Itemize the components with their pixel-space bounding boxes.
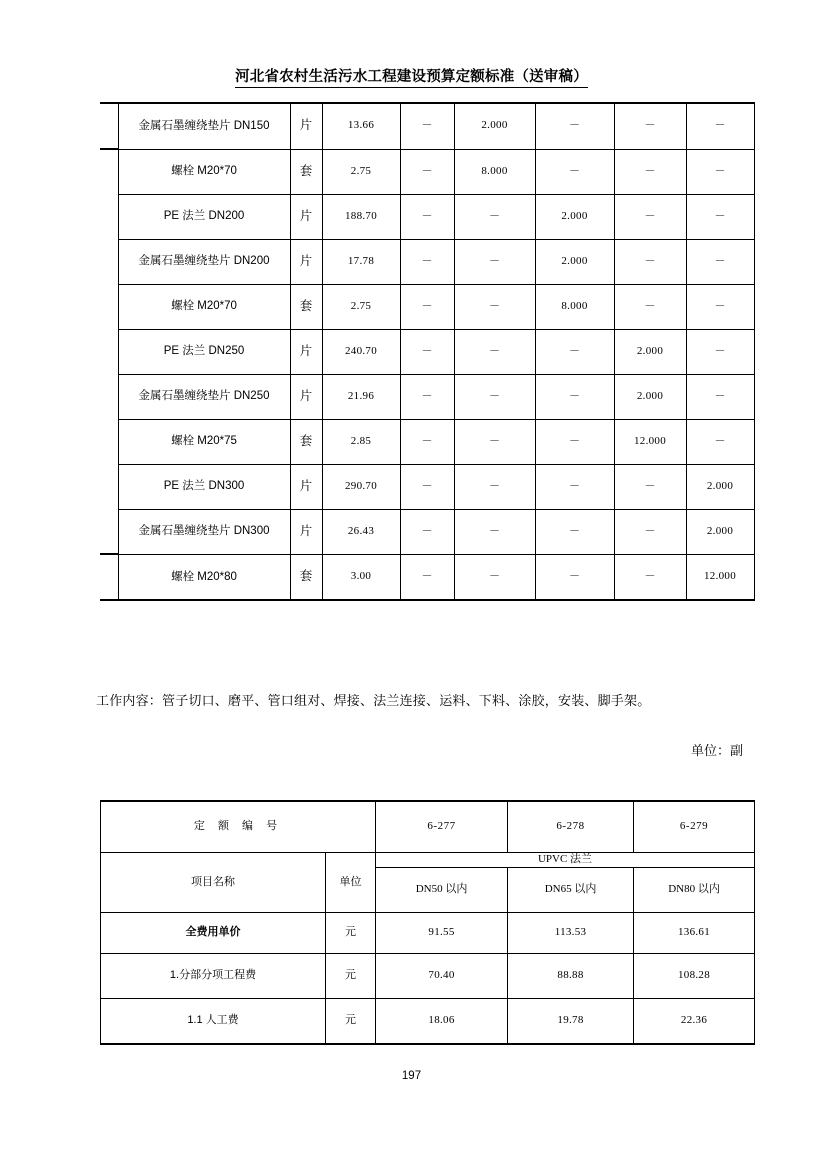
quota-row-value-0-0: 91.55 xyxy=(376,912,508,953)
quota-number-row xyxy=(101,801,755,853)
quota-row-total xyxy=(101,912,755,953)
cell-q2: 2.000 xyxy=(454,103,535,149)
cell-unit: 片 xyxy=(290,239,322,284)
cell-q4: 2.000 xyxy=(614,329,686,374)
table-row xyxy=(100,103,754,149)
size-header-0: DN50 以内 xyxy=(376,867,508,912)
cell-q1: － xyxy=(400,149,454,194)
cell-q3: 2.000 xyxy=(535,194,614,239)
cell-q3: － xyxy=(535,103,614,149)
cell-q1: － xyxy=(400,329,454,374)
cell-q2: 8.000 xyxy=(454,149,535,194)
cell-price: 2.75 xyxy=(322,149,400,194)
quota-row-value-1-1: 88.88 xyxy=(508,953,634,998)
quota-row-label-2: 1.1 人工费 xyxy=(101,998,326,1044)
cell-price: 290.70 xyxy=(322,464,400,509)
quota-number-cell-2: 6-279 xyxy=(634,801,755,853)
cell-unit: 套 xyxy=(290,554,322,600)
table-row xyxy=(100,374,754,419)
cell-q4: － xyxy=(614,103,686,149)
cell-q4: － xyxy=(614,239,686,284)
row-stub xyxy=(100,554,118,600)
quota-row-unit-1: 元 xyxy=(326,953,376,998)
cell-q1: － xyxy=(400,284,454,329)
cell-name: PE 法兰 DN250 xyxy=(118,329,290,374)
cell-unit: 片 xyxy=(290,374,322,419)
group-header: UPVC 法兰 xyxy=(376,853,755,868)
cell-q3: 2.000 xyxy=(535,239,614,284)
cell-q1: － xyxy=(400,464,454,509)
quota-row-unit-0: 元 xyxy=(326,912,376,953)
quota-row-value-0-1: 113.53 xyxy=(508,912,634,953)
cell-price: 188.70 xyxy=(322,194,400,239)
cell-price: 3.00 xyxy=(322,554,400,600)
cell-price: 2.75 xyxy=(322,284,400,329)
cell-q3: － xyxy=(535,509,614,554)
cell-q4: － xyxy=(614,194,686,239)
row-stub xyxy=(100,239,118,284)
cell-q2: － xyxy=(454,419,535,464)
quota-row-value-0-2: 136.61 xyxy=(634,912,755,953)
cell-unit: 片 xyxy=(290,509,322,554)
row-stub xyxy=(100,419,118,464)
row-stub xyxy=(100,194,118,239)
quota-table xyxy=(100,800,755,1045)
table-row xyxy=(100,419,754,464)
row-stub xyxy=(100,284,118,329)
size-header-2: DN80 以内 xyxy=(634,867,755,912)
unit-header: 单位 xyxy=(326,853,376,913)
cell-q3: 8.000 xyxy=(535,284,614,329)
cell-unit: 片 xyxy=(290,103,322,149)
cell-q2: － xyxy=(454,284,535,329)
size-header-1: DN65 以内 xyxy=(508,867,634,912)
quota-row-value-2-0: 18.06 xyxy=(376,998,508,1044)
quota-row-labor xyxy=(101,998,755,1044)
cell-q5: － xyxy=(686,103,754,149)
cell-q1: － xyxy=(400,554,454,600)
row-stub xyxy=(100,103,118,149)
page-title xyxy=(0,65,823,86)
cell-q5: － xyxy=(686,194,754,239)
cell-q2: － xyxy=(454,509,535,554)
quota-row-label-1: 1.分部分项工程费 xyxy=(101,953,326,998)
cell-price: 240.70 xyxy=(322,329,400,374)
cell-unit: 片 xyxy=(290,464,322,509)
cell-name: 金属石墨缠绕垫片 DN300 xyxy=(118,509,290,554)
cell-q1: － xyxy=(400,374,454,419)
cell-q5: － xyxy=(686,374,754,419)
table-row xyxy=(100,554,754,600)
cell-unit: 片 xyxy=(290,329,322,374)
quota-number-cell-0: 6-277 xyxy=(376,801,508,853)
quota-row-value-2-2: 22.36 xyxy=(634,998,755,1044)
quota-row-value-1-2: 108.28 xyxy=(634,953,755,998)
cell-q3: － xyxy=(535,329,614,374)
table-row xyxy=(100,509,754,554)
quota-number-label: 定 额 编 号 xyxy=(101,801,376,853)
cell-q5: － xyxy=(686,239,754,284)
row-stub xyxy=(100,509,118,554)
cell-q5: － xyxy=(686,149,754,194)
cell-unit: 套 xyxy=(290,149,322,194)
row-stub xyxy=(100,149,118,194)
page-number: 197 xyxy=(401,1070,422,1082)
cell-q3: － xyxy=(535,374,614,419)
cell-name: 金属石墨缠绕垫片 DN150 xyxy=(118,103,290,149)
cell-q5: － xyxy=(686,329,754,374)
cell-q5: 12.000 xyxy=(686,554,754,600)
quota-row-value-1-0: 70.40 xyxy=(376,953,508,998)
cell-price: 17.78 xyxy=(322,239,400,284)
cell-q5: 2.000 xyxy=(686,464,754,509)
cell-q2: － xyxy=(454,374,535,419)
quota-number-cell-1: 6-278 xyxy=(508,801,634,853)
cell-q5: － xyxy=(686,284,754,329)
cell-name: 螺栓 M20*70 xyxy=(118,149,290,194)
cell-q2: － xyxy=(454,194,535,239)
cell-q3: － xyxy=(535,554,614,600)
cell-name: 金属石墨缠绕垫片 DN200 xyxy=(118,239,290,284)
cell-price: 21.96 xyxy=(322,374,400,419)
cell-name: 螺栓 M20*80 xyxy=(118,554,290,600)
quota-row-subitem xyxy=(101,953,755,998)
cell-price: 2.85 xyxy=(322,419,400,464)
cell-q5: － xyxy=(686,419,754,464)
cell-q4: － xyxy=(614,284,686,329)
cell-q1: － xyxy=(400,509,454,554)
cell-name: PE 法兰 DN200 xyxy=(118,194,290,239)
cell-unit: 片 xyxy=(290,194,322,239)
cell-price: 26.43 xyxy=(322,509,400,554)
table-row xyxy=(100,284,754,329)
row-stub xyxy=(100,374,118,419)
cell-name: 螺栓 M20*75 xyxy=(118,419,290,464)
cell-q4: － xyxy=(614,464,686,509)
cell-q1: － xyxy=(400,239,454,284)
cell-q2: － xyxy=(454,464,535,509)
cell-q1: － xyxy=(400,194,454,239)
cell-q1: － xyxy=(400,103,454,149)
quota-row-unit-2: 元 xyxy=(326,998,376,1044)
cell-q4: － xyxy=(614,554,686,600)
cell-q2: － xyxy=(454,239,535,284)
cell-q1: － xyxy=(400,419,454,464)
cell-q3: － xyxy=(535,149,614,194)
table-row xyxy=(100,239,754,284)
item-name-header: 项目名称 xyxy=(101,853,326,913)
cell-q5: 2.000 xyxy=(686,509,754,554)
quota-row-value-2-1: 19.78 xyxy=(508,998,634,1044)
table-row xyxy=(100,464,754,509)
cell-q3: － xyxy=(535,419,614,464)
row-stub xyxy=(100,329,118,374)
cell-name: 金属石墨缠绕垫片 DN250 xyxy=(118,374,290,419)
cell-price: 13.66 xyxy=(322,103,400,149)
table-row xyxy=(100,149,754,194)
cell-q2: － xyxy=(454,329,535,374)
materials-table xyxy=(100,102,755,601)
quota-group-row xyxy=(101,853,755,868)
table-row xyxy=(100,194,754,239)
cell-q4: － xyxy=(614,509,686,554)
cell-name: PE 法兰 DN300 xyxy=(118,464,290,509)
unit-note: 单位：副 xyxy=(690,743,743,758)
cell-q4: － xyxy=(614,149,686,194)
cell-name: 螺栓 M20*70 xyxy=(118,284,290,329)
cell-q4: 2.000 xyxy=(614,374,686,419)
cell-q4: 12.000 xyxy=(614,419,686,464)
cell-q3: － xyxy=(535,464,614,509)
cell-q2: － xyxy=(454,554,535,600)
table-row xyxy=(100,329,754,374)
page-title-text: 河北省农村生活污水工程建设预算定额标准（送审稿） xyxy=(235,69,588,88)
row-stub xyxy=(100,464,118,509)
cell-unit: 套 xyxy=(290,419,322,464)
quota-row-label-0: 全费用单价 xyxy=(101,912,326,953)
work-content-note: 工作内容：管子切口、磨平、管口组对、焊接、法兰连接、运料、下料、涂胶，安装、脚手架。 xyxy=(96,693,651,708)
cell-unit: 套 xyxy=(290,284,322,329)
